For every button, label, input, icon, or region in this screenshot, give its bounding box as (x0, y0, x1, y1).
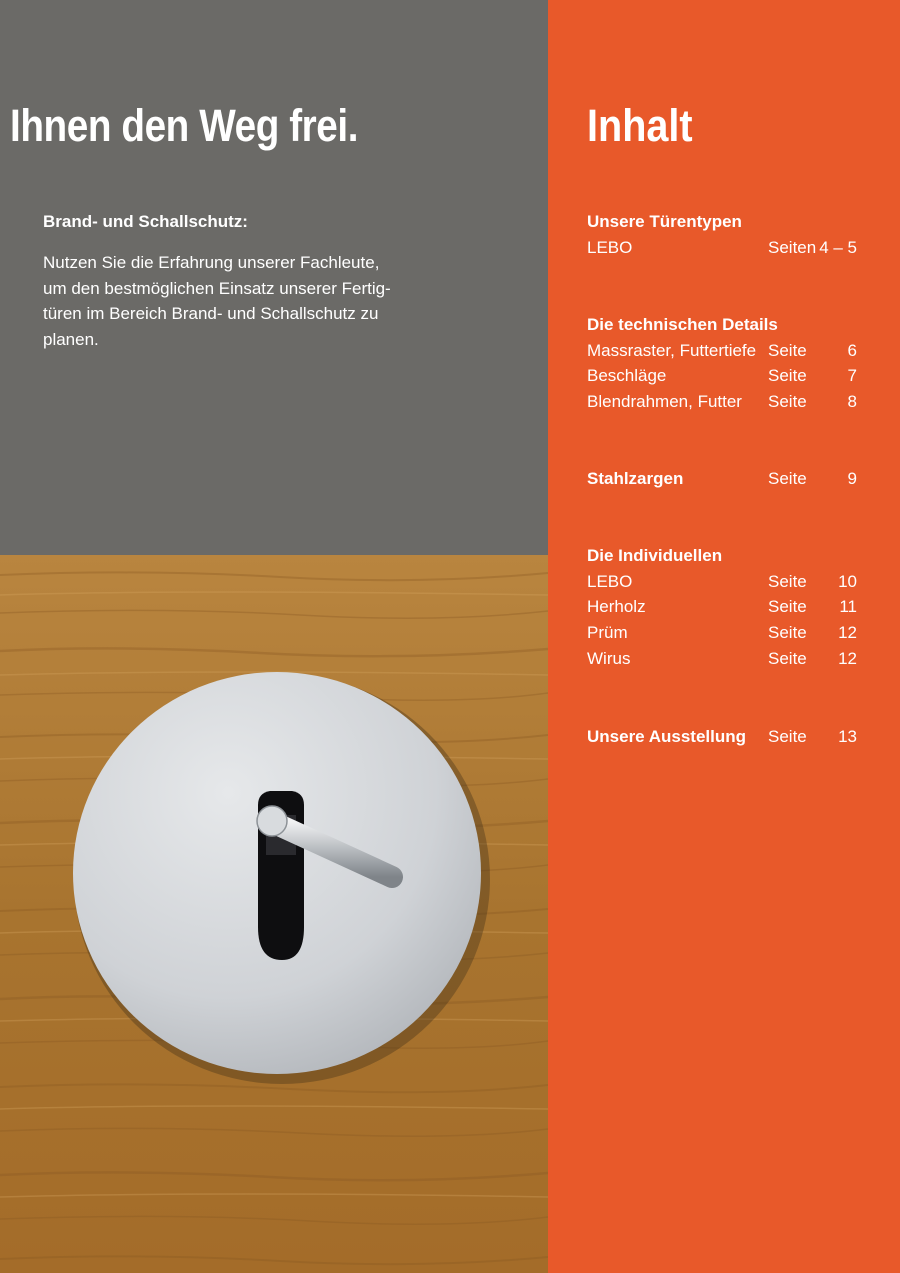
toc-entry (587, 363, 857, 389)
toc-entry-label: Prüm (587, 623, 628, 643)
intro-panel (0, 0, 548, 555)
toc-entry-page: 12 (838, 648, 857, 668)
toc-entry-seite: Seite (768, 366, 807, 386)
toc-entry-page: 10 (838, 571, 857, 591)
toc-entry (587, 620, 857, 646)
toc-entry-label: Beschläge (587, 366, 667, 386)
toc-entry-seite: Seite (768, 469, 807, 488)
intro-line: um den bestmöglichen Einsatz unserer Fertig- (43, 278, 391, 298)
toc-entry-label: Blendrahmen, Futter (587, 392, 742, 412)
intro-line: türen im Bereich Brand- und Schallschutz zu (43, 304, 379, 323)
toc-entry-seite: Seite (768, 597, 807, 617)
toc-section-ausstellung (587, 724, 857, 750)
toc-entry-page: 7 (847, 366, 857, 386)
toc-entry-label: Wirus (587, 648, 631, 668)
toc-entry (587, 338, 857, 364)
toc-entry-page: 11 (839, 597, 857, 617)
toc-entry-page: 4 – 5 (819, 237, 857, 257)
toc-entry-page: 12 (838, 623, 857, 643)
toc-section-heading: Die technischen Details (587, 315, 778, 334)
toc-section-heading: Die Individuellen (587, 546, 723, 565)
toc-section-individuellen (587, 543, 857, 671)
toc-entry (587, 569, 857, 595)
intro-paragraph (43, 250, 403, 352)
toc-entry (587, 594, 857, 620)
toc-entry-label: LEBO (587, 237, 633, 257)
toc-entry-label: LEBO (587, 571, 633, 591)
toc-entry-seite: Seite (768, 727, 807, 746)
toc-entry-page: 9 (847, 469, 857, 488)
toc-entry (587, 724, 857, 750)
toc-entry-label: Massraster, Futtertiefe (587, 340, 757, 360)
toc-section-heading: Unsere Ausstellung (587, 727, 747, 746)
table-of-contents-panel (548, 0, 900, 1273)
toc-entry-seite: Seite (768, 340, 807, 360)
toc-entry-page: 13 (838, 727, 857, 746)
toc-section-heading: Unsere Türentypen (587, 212, 742, 231)
toc-entry-label: Herholz (587, 597, 646, 617)
intro-line: planen. (43, 329, 99, 349)
intro-heading: Brand- und Schallschutz: (43, 212, 248, 231)
toc-section-details (587, 312, 857, 415)
toc-section-stahlzargen (587, 466, 857, 492)
door-lock-photo (0, 555, 548, 1273)
toc-entry-seite: Seite (768, 623, 807, 643)
toc-section-heading: Stahlzargen (587, 469, 684, 488)
toc-entry (587, 389, 857, 415)
toc-entry-seite: Seite (768, 648, 807, 668)
toc-entry-page: 6 (847, 340, 857, 360)
keyhole-escutcheon-image (0, 555, 548, 1273)
toc-entry-seite: Seiten (768, 237, 817, 257)
toc-title: Inhalt (587, 100, 693, 151)
toc-section-tuerentypen (587, 209, 857, 260)
toc-entry (587, 466, 857, 492)
toc-entry-seite: Seite (768, 571, 807, 591)
toc-entry (587, 235, 857, 261)
toc-entry-page: 8 (847, 392, 857, 412)
page-headline: Ihnen den Weg frei. (10, 100, 359, 151)
intro-line: Nutzen Sie die Erfahrung unserer Fachleute, (43, 253, 380, 272)
toc-entry (587, 646, 857, 672)
toc-entry-seite: Seite (768, 392, 807, 412)
